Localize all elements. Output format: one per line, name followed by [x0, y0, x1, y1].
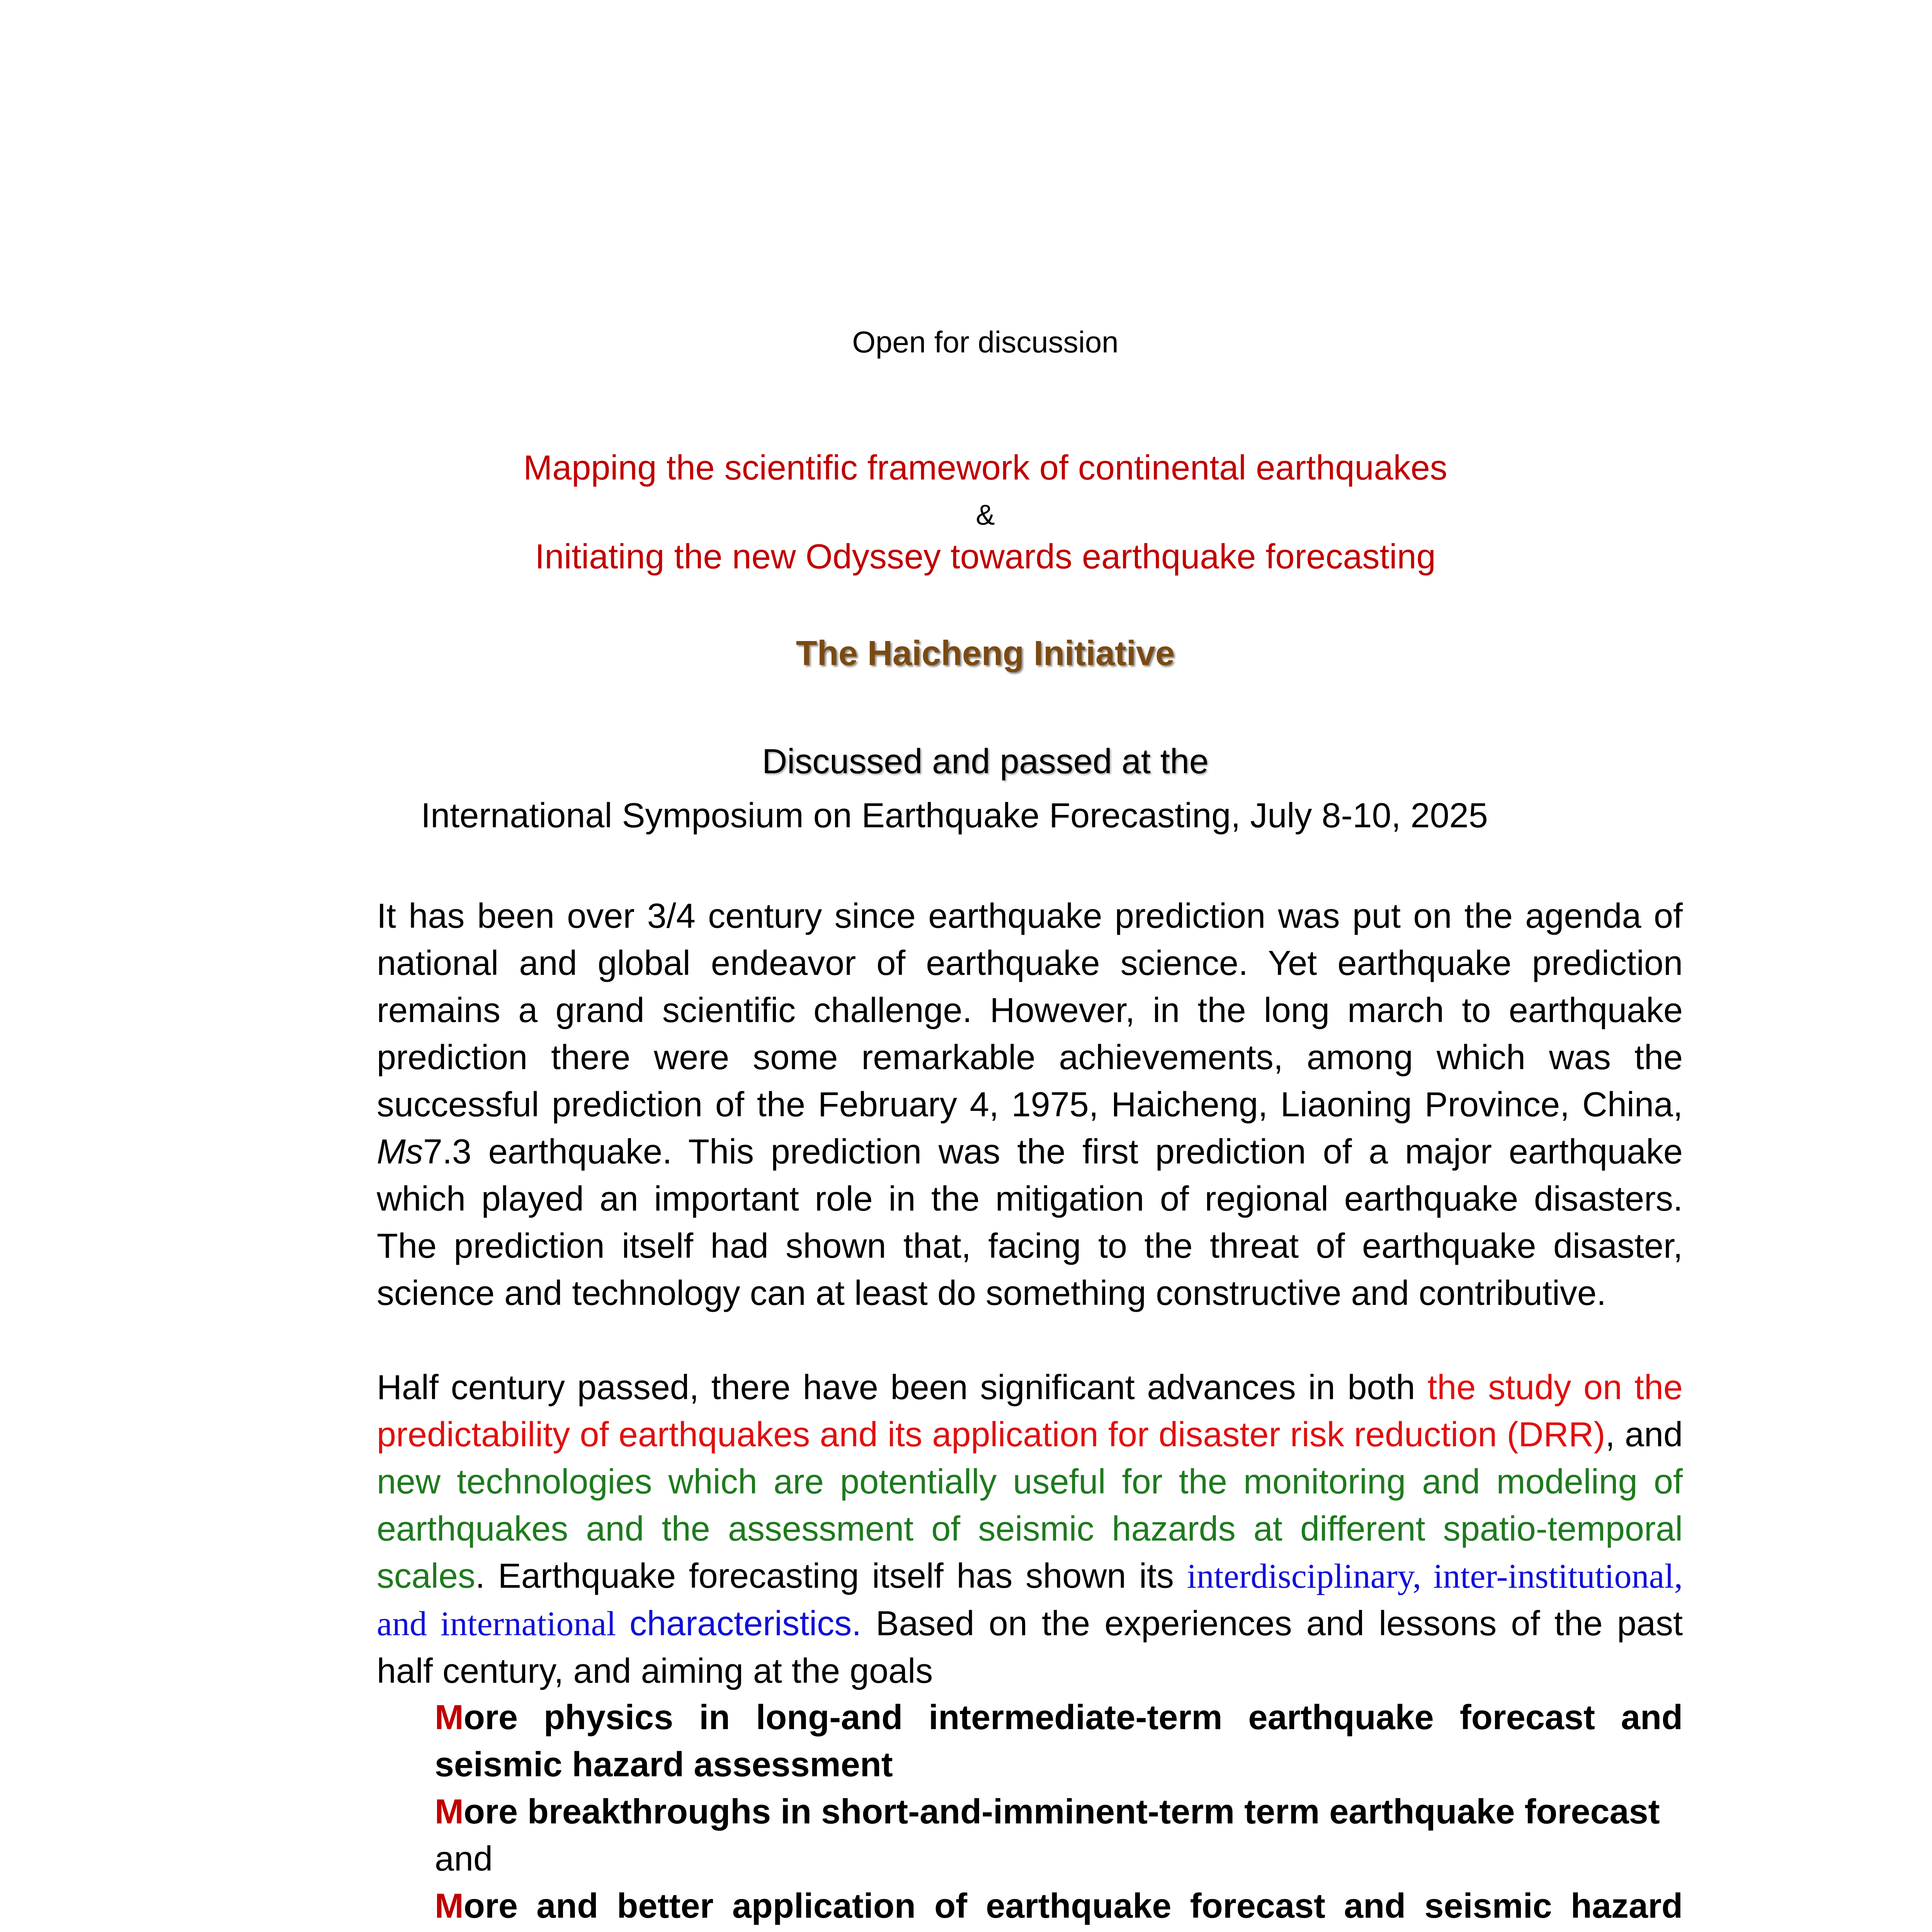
- title-line-2: Initiating the new Odyssey towards earthquake forecasting: [535, 537, 1436, 576]
- goal-item-application: [435, 1883, 1683, 1932]
- para1-text-b: 7.3 earthquake. This prediction was the first prediction of a major earthquake which played an important role in the mitigation of regional earthquake disasters. The prediction itself had shown that, facing to the threat of earthquake disaster, science and technology can at least do something constructive and contributive.: [377, 1133, 1683, 1313]
- goal-item-breakthroughs: [435, 1788, 1683, 1835]
- goal-1-initial: M: [435, 1698, 464, 1737]
- para2-text-a: Half century passed, there have been significant advances in both: [377, 1368, 1428, 1407]
- goal-item-physics: [435, 1694, 1683, 1788]
- para2-blue-sans-highlight: characteristics.: [629, 1604, 862, 1643]
- goal-connector-and: and: [435, 1840, 493, 1878]
- title-ampersand: &: [976, 499, 995, 531]
- paragraph-intro: [377, 893, 1683, 1317]
- para2-text-d: Based on the experiences and lessons of the past half century, and aiming at the goals: [377, 1604, 1683, 1690]
- initiative-heading: The Haicheng Initiative: [796, 634, 1175, 673]
- para2-blue-serif-highlight: interdisciplinary, inter-institutional, and international: [377, 1557, 1683, 1643]
- para1-text-a: It has been over 3/4 century since earthquake prediction was put on the agenda of national and global endeavor of earthquake science. Yet earthquake prediction remains a grand scientific challenge. However, in the long march to earthquake prediction there were some remarkable achievements, among which was the successful prediction of the February 4, 1975, Haicheng, Liaoning Province, China,: [377, 897, 1683, 1124]
- paragraph-advances: [377, 1364, 1683, 1695]
- para2-green-highlight: new technologies which are potentially useful for the monitoring and modeling of earthquakes and the assessment of seismic hazards at different spatio-temporal scales: [377, 1463, 1683, 1595]
- goal-3-text: ore and better application of earthquake forecast and seismic hazard: [463, 1887, 1683, 1925]
- goal-2-text: ore breakthroughs in short-and-imminent-term term earthquake forecast: [463, 1793, 1660, 1831]
- title-line-1: Mapping the scientific framework of continental earthquakes: [523, 449, 1447, 487]
- ms-magnitude-italic: Ms: [377, 1133, 423, 1171]
- goal-3-initial: M: [435, 1887, 464, 1925]
- goal-2-initial: M: [435, 1793, 464, 1831]
- para2-red-highlight: the study on the predictability of earthquakes and its application for disaster risk reduction (DRR): [377, 1368, 1683, 1454]
- symposium-line: International Symposium on Earthquake Forecasting, July 8-10, 2025: [421, 796, 1488, 835]
- para2-text-b: , and: [1605, 1415, 1683, 1454]
- open-for-discussion-label: Open for discussion: [852, 325, 1119, 359]
- para2-text-c: . Earthquake forecasting itself has shown its: [475, 1557, 1187, 1595]
- discussed-line: Discussed and passed at the: [762, 742, 1209, 781]
- goal-1-text: ore physics in long-and intermediate-term earthquake forecast and seismic hazard assessment: [435, 1698, 1683, 1784]
